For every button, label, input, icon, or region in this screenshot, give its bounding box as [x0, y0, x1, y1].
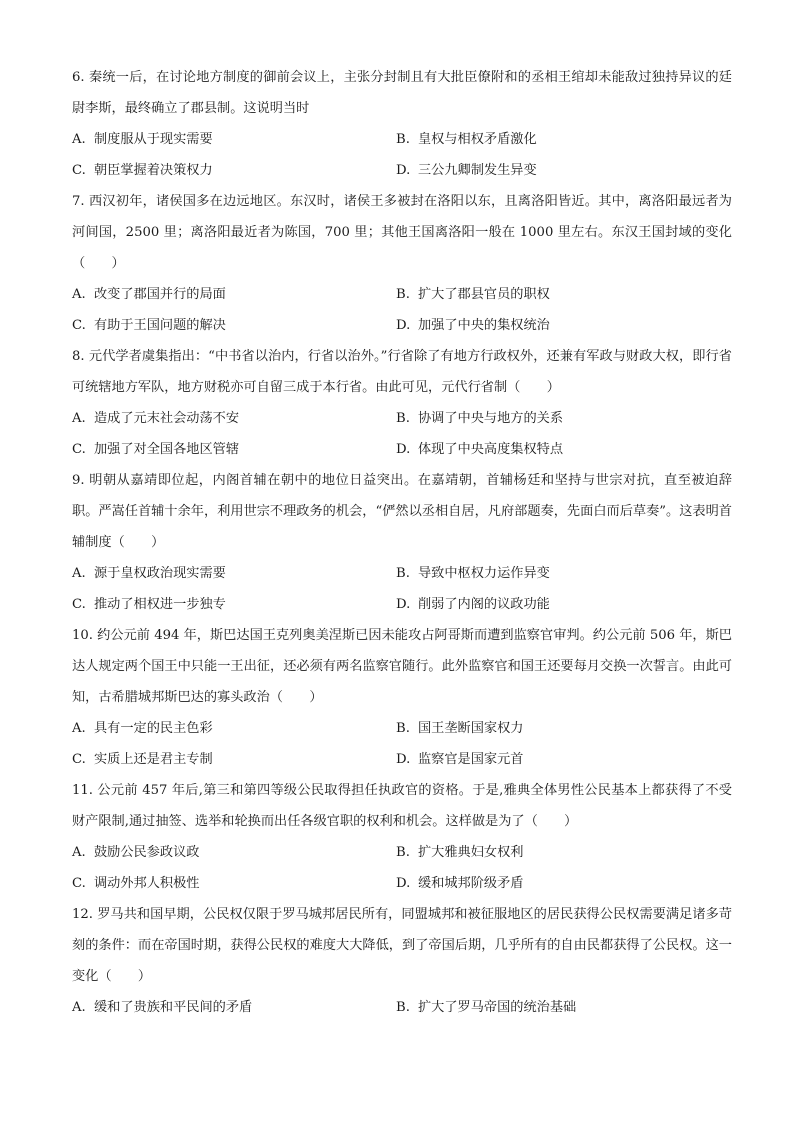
options — [72, 713, 732, 775]
option-c: C. 推动了相权进一步独专 — [72, 597, 226, 612]
option-b: B. 扩大了郡县官员的职权 — [396, 287, 550, 302]
exam-page — [72, 62, 732, 1023]
option-d: D. 削弱了内阁的议政功能 — [396, 597, 550, 612]
question-10 — [72, 620, 732, 775]
options — [72, 837, 732, 899]
option-c: C. 朝臣掌握着决策权力 — [72, 163, 213, 178]
options — [72, 992, 732, 1023]
option-a: A. 制度服从于现实需要 — [72, 132, 213, 147]
option-a: A. 鼓励公民参政议政 — [72, 845, 200, 860]
question-stem: 6. 秦统一后，在讨论地方制度的御前会议上，主张分封制且有大批臣僚附和的丞相王绾却未能敌过独持异议的廷尉李斯，最终确立了郡县制。这说明当时 — [72, 70, 732, 116]
option-d: D. 三公九卿制发生异变 — [396, 163, 537, 178]
option-a: A. 缓和了贵族和平民间的矛盾 — [72, 1000, 253, 1015]
question-stem: 7. 西汉初年，诸侯国多在边远地区。东汉时，诸侯王多被封在洛阳以东，且离洛阳皆近。其中，离洛阳最远者为河间国，2500 里；离洛阳最近者为陈国，700 里；其他王国离洛阳一般在 1000 里左右。东汉王国封域的变化（ ） — [72, 194, 732, 271]
option-b: B. 扩大了罗马帝国的统治基础 — [396, 1000, 577, 1015]
options — [72, 403, 732, 465]
options — [72, 279, 732, 341]
option-b: B. 国王垄断国家权力 — [396, 721, 524, 736]
question-11 — [72, 775, 732, 899]
option-a: A. 改变了郡国并行的局面 — [72, 287, 226, 302]
question-stem: 9. 明朝从嘉靖即位起，内阁首辅在朝中的地位日益突出。在嘉靖朝，首辅杨廷和坚持与世宗对抗，直至被迫辞职。严嵩任首辅十余年，利用世宗不理政务的机会，“俨然以丞相自居，凡府部题奏，先面白而后草奏”。这表明首辅制度（ ） — [72, 473, 732, 550]
option-d: D. 监察官是国家元首 — [396, 752, 524, 767]
question-7 — [72, 186, 732, 341]
question-6 — [72, 62, 732, 186]
question-9 — [72, 465, 732, 620]
option-b: B. 皇权与相权矛盾激化 — [396, 132, 537, 147]
option-c: C. 实质上还是君主专制 — [72, 752, 213, 767]
option-b: B. 导致中枢权力运作异变 — [396, 566, 550, 581]
option-c: C. 有助于王国问题的解决 — [72, 318, 226, 333]
question-stem: 8. 元代学者虞集指出：“中书省以治内，行省以治外。”行省除了有地方行政权外，还兼有军政与财政大权，即行省可统辖地方军队，地方财税亦可自留三成于本行省。由此可见，元代行省制（ ） — [72, 349, 732, 395]
option-d: D. 加强了中央的集权统治 — [396, 318, 550, 333]
question-stem: 12. 罗马共和国早期，公民权仅限于罗马城邦居民所有，同盟城邦和被征服地区的居民获得公民权需要满足诸多苛刻的条件：而在帝国时期，获得公民权的难度大大降低，到了帝国后期，几乎所有的自由民都获得了公民权。这一变化（ ） — [72, 907, 732, 984]
option-c: C. 加强了对全国各地区管辖 — [72, 442, 240, 457]
option-a: A. 造成了元末社会动荡不安 — [72, 411, 240, 426]
option-a: A. 源于皇权政治现实需要 — [72, 566, 226, 581]
option-c: C. 调动外邦人积极性 — [72, 876, 200, 891]
question-12 — [72, 899, 732, 1023]
option-d: D. 体现了中央高度集权特点 — [396, 442, 564, 457]
option-b: B. 扩大雅典妇女权利 — [396, 845, 524, 860]
option-b: B. 协调了中央与地方的关系 — [396, 411, 564, 426]
question-stem: 10. 约公元前 494 年，斯巴达国王克列奥美涅斯已因未能攻占阿哥斯而遭到监察官审判。约公元前 506 年，斯巴达人规定两个国王中只能一王出征，还必须有两名监察官随行。此外监察官和国王还要每月交换一次誓言。由此可知，古希腊城邦斯巴达的寡头政治（ ） — [72, 628, 732, 705]
options — [72, 124, 732, 186]
question-8 — [72, 341, 732, 465]
option-a: A. 具有一定的民主色彩 — [72, 721, 213, 736]
question-stem: 11. 公元前 457 年后,第三和第四等级公民取得担任执政官的资格。于是,雅典全体男性公民基本上都获得了不受财产限制,通过抽签、选举和轮换而出任各级官职的权利和机会。这样做是为了（ ） — [72, 783, 732, 829]
options — [72, 558, 732, 620]
option-d: D. 缓和城邦阶级矛盾 — [396, 876, 524, 891]
